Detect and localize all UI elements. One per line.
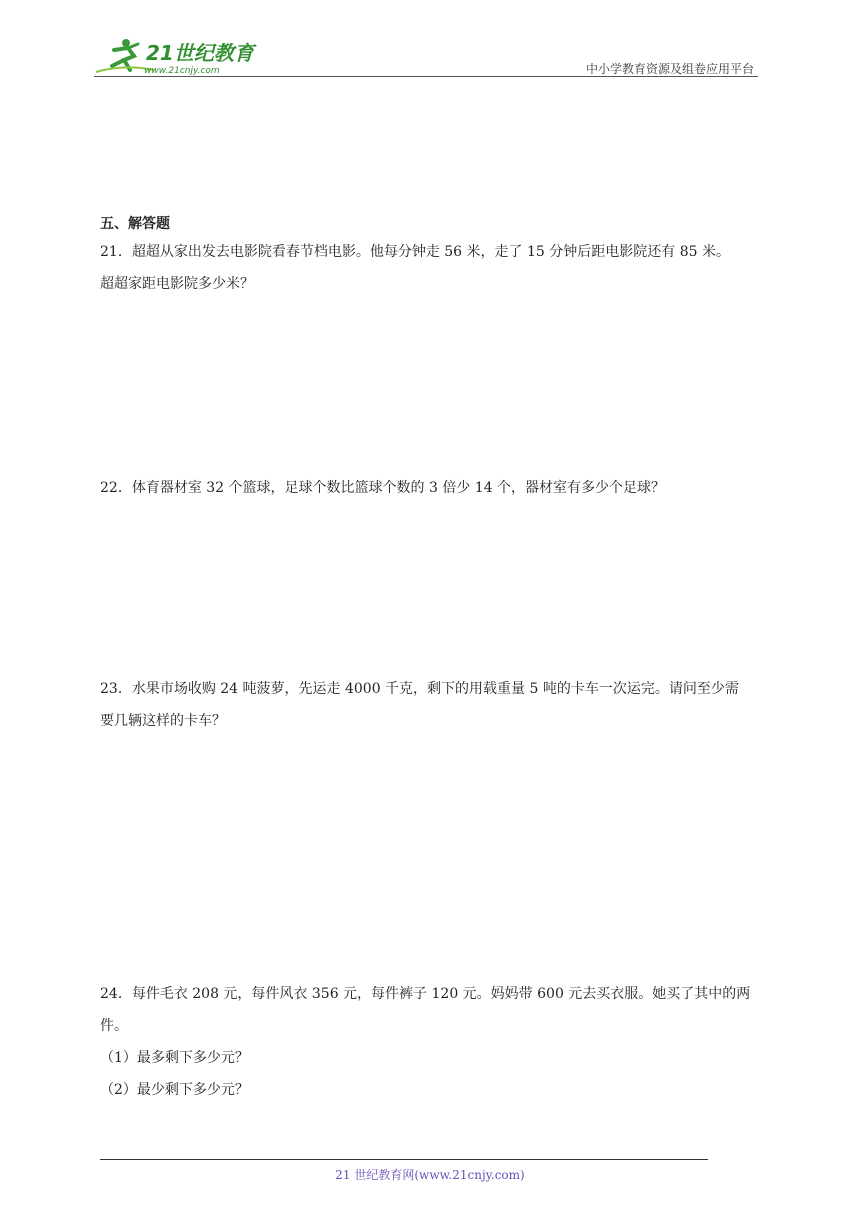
svg-text:21世纪教育: 21世纪教育 bbox=[146, 41, 254, 65]
question-line: 件。 bbox=[100, 1018, 128, 1034]
footer-link[interactable]: 21 世纪教育网(www.21cnjy.com) bbox=[335, 1168, 525, 1182]
question-line: 22．体育器材室 32 个篮球，足球个数比篮球个数的 3 倍少 14 个，器材室有多少个足球？ bbox=[100, 480, 666, 496]
question-line: 21．超超从家出发去电影院看春节档电影。他每分钟走 56 米，走了 15 分钟后距电影院还有 85 米。 bbox=[100, 244, 730, 260]
question-line: 24．每件毛衣 208 元，每件风衣 356 元，每件裤子 120 元。妈妈带 600 元去买衣服。她买了其中的两 bbox=[100, 986, 751, 1002]
svg-text:www.21cnjy.com: www.21cnjy.com bbox=[144, 66, 220, 76]
question-line: 23．水果市场收购 24 吨菠萝，先运走 4000 千克，剩下的用载重量 5 吨的卡车一次运完。请问至少需 bbox=[100, 681, 739, 697]
header-platform-text: 中小学教育资源及组卷应用平台 bbox=[585, 62, 754, 76]
sub-question-2: （2）最少剩下多少元？ bbox=[100, 1082, 249, 1098]
question-23 bbox=[100, 673, 762, 737]
question-21 bbox=[100, 236, 762, 300]
question-line: 超超家距电影院多少米？ bbox=[100, 276, 254, 292]
sub-question-1: （1）最多剩下多少元？ bbox=[100, 1050, 249, 1066]
header-divider bbox=[94, 76, 758, 77]
question-line: 要几辆这样的卡车？ bbox=[100, 713, 226, 729]
page-header bbox=[94, 30, 758, 78]
footer-divider bbox=[100, 1159, 708, 1160]
question-24 bbox=[100, 978, 762, 1106]
logo bbox=[94, 36, 264, 76]
question-22 bbox=[100, 472, 762, 504]
section-title: 五、解答题 bbox=[100, 216, 170, 232]
